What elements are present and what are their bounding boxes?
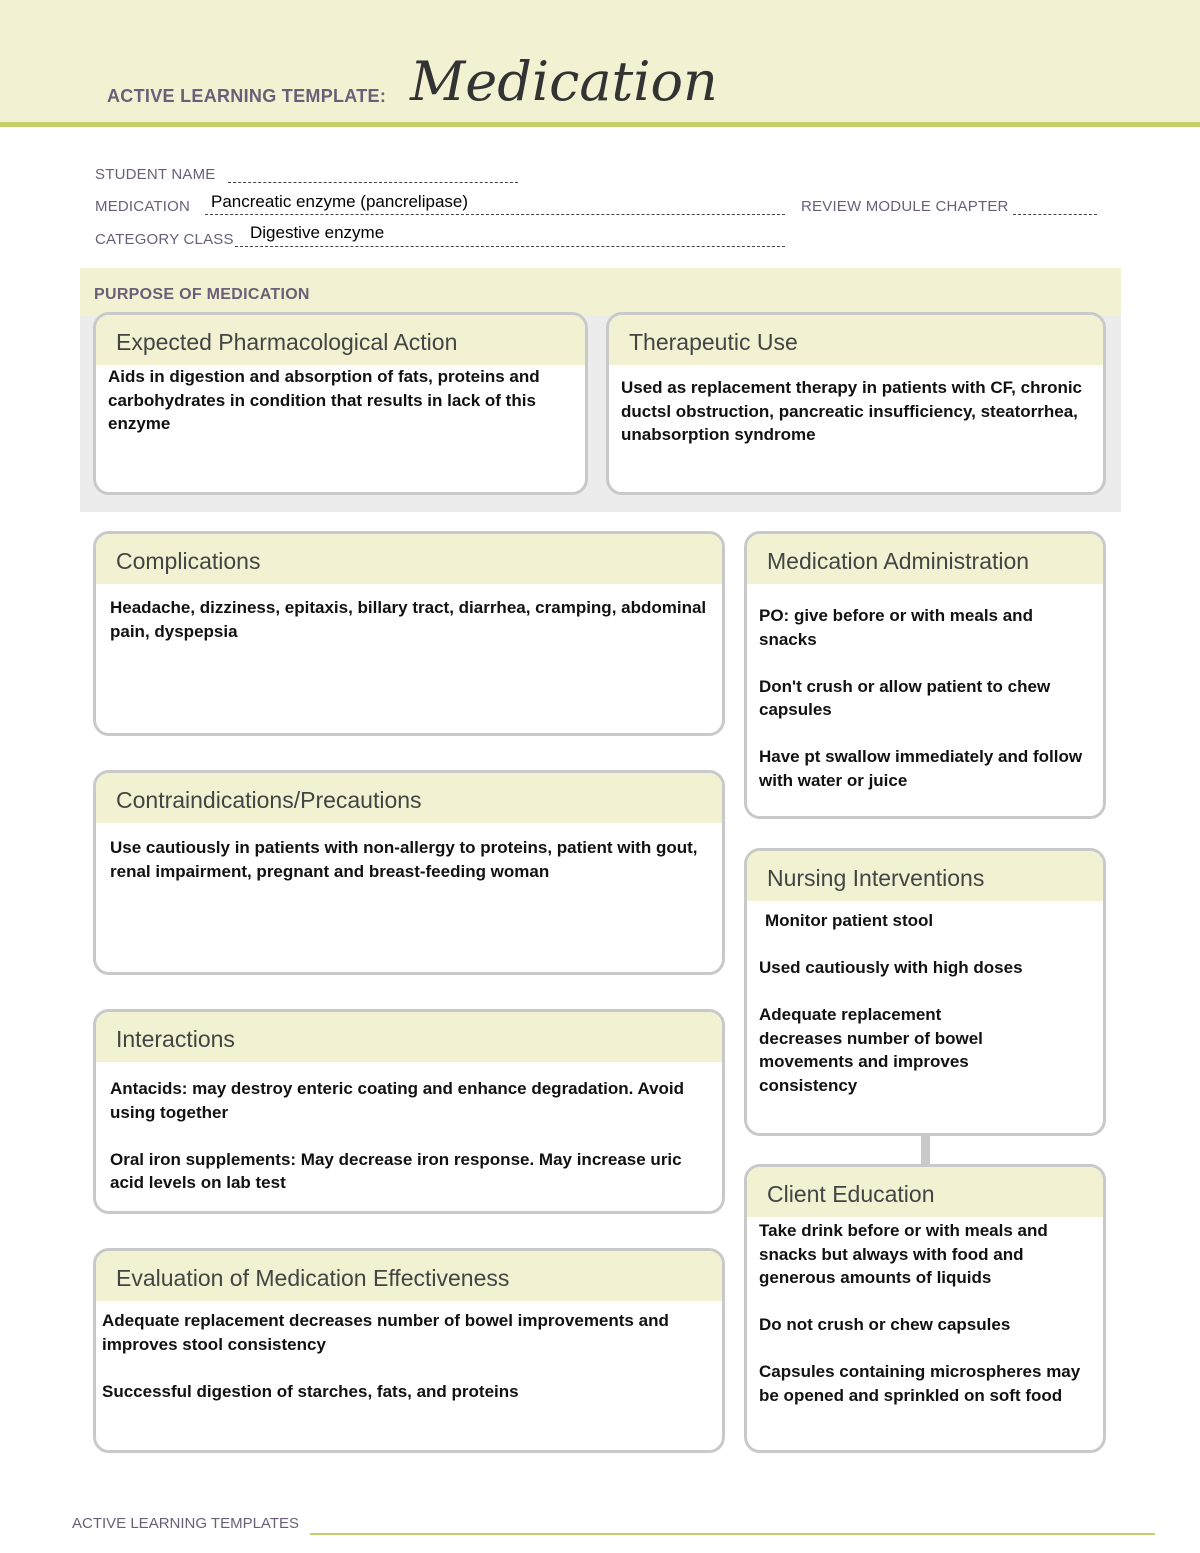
medication-administration-body	[759, 604, 1093, 792]
header-rule	[0, 122, 1200, 127]
review-module-label: REVIEW MODULE CHAPTER	[801, 198, 1009, 215]
medication-value: Pancreatic enzyme (pancrelipase)	[211, 192, 469, 211]
contraindications-body	[110, 836, 712, 883]
medication-administration-box	[744, 531, 1106, 819]
review-module-field[interactable]	[1013, 214, 1097, 215]
complications-text: Headache, dizziness, epitaxis, billary tract, diarrhea, cramping, abdominal pain, dyspepsia	[110, 598, 707, 641]
evaluation-text-1: Adequate replacement decreases number of bowel improvements and improves stool consistency	[102, 1311, 669, 1354]
category-class-value: Digestive enzyme	[250, 223, 385, 242]
evaluation-box	[93, 1248, 725, 1453]
administration-text-2: Don't crush or allow patient to chew capsules	[759, 676, 1051, 719]
interactions-body	[110, 1077, 712, 1195]
expected-action-body	[108, 365, 575, 436]
purpose-label: PURPOSE OF MEDICATION	[94, 286, 310, 303]
nursing-text-2: Used cautiously with high doses	[759, 958, 1023, 977]
nursing-text-1: Monitor patient stool	[765, 911, 934, 930]
footer-label: ACTIVE LEARNING TEMPLATES	[72, 1515, 299, 1532]
interactions-text-1: Antacids: may destroy enteric coating and enhance degradation. Avoid using together	[110, 1079, 685, 1122]
student-name-label: STUDENT NAME	[95, 166, 216, 183]
student-name-field[interactable]	[228, 182, 518, 183]
client-education-body	[759, 1219, 1093, 1407]
template-title: Medication	[410, 50, 718, 113]
nursing-interventions-body	[759, 909, 1093, 1097]
therapeutic-use-title: Therapeutic Use	[609, 315, 1103, 365]
education-text-1: Take drink before or with meals and snacks but always with food and generous amounts of liquids	[759, 1221, 1048, 1287]
category-class-label: CATEGORY CLASS	[95, 231, 234, 248]
nursing-text-3: Adequate replacement decreases number of bowel movements and improves consistency	[759, 1005, 983, 1095]
interactions-box	[93, 1009, 725, 1214]
therapeutic-use-text: Used as replacement therapy in patients with CF, chronic ductsl obstruction, pancreatic insufficiency, steatorrhea, unabsorption syndrome	[621, 378, 1083, 444]
expected-action-title: Expected Pharmacological Action	[96, 315, 585, 365]
expected-action-box	[93, 312, 588, 495]
nursing-interventions-title: Nursing Interventions	[747, 851, 1103, 901]
contraindications-title: Contraindications/Precautions	[96, 773, 722, 823]
complications-box	[93, 531, 725, 736]
template-label: ACTIVE LEARNING TEMPLATE:	[107, 86, 387, 106]
connector-bar	[921, 1134, 930, 1166]
client-education-title: Client Education	[747, 1167, 1103, 1217]
administration-text-1: PO: give before or with meals and snacks	[759, 606, 1033, 649]
category-class-field[interactable]	[235, 246, 785, 247]
interactions-text-2: Oral iron supplements: May decrease iron response. May increase uric acid levels on lab test	[110, 1149, 682, 1192]
nursing-interventions-box	[744, 848, 1106, 1136]
expected-action-text: Aids in digestion and absorption of fats, proteins and carbohydrates in condition that results in lack of this enzyme	[108, 367, 540, 433]
complications-title: Complications	[96, 534, 722, 584]
medication-label: MEDICATION	[95, 198, 191, 215]
contraindications-text: Use cautiously in patients with non-allergy to proteins, patient with gout, renal impairment, pregnant and breast-feeding woman	[110, 838, 698, 881]
evaluation-title: Evaluation of Medication Effectiveness	[96, 1251, 722, 1301]
evaluation-body	[102, 1309, 712, 1403]
therapeutic-use-body	[621, 376, 1093, 447]
therapeutic-use-box	[606, 312, 1106, 495]
evaluation-text-2: Successful digestion of starches, fats, and proteins	[102, 1381, 519, 1401]
footer-rule	[310, 1533, 1155, 1535]
education-text-3: Capsules containing microspheres may be opened and sprinkled on soft food	[759, 1362, 1081, 1405]
contraindications-box	[93, 770, 725, 975]
medication-field[interactable]	[205, 214, 785, 215]
client-education-box	[744, 1164, 1106, 1453]
interactions-title: Interactions	[96, 1012, 722, 1062]
medication-administration-title: Medication Administration	[747, 534, 1103, 584]
education-text-2: Do not crush or chew capsules	[759, 1315, 1011, 1334]
complications-body	[110, 596, 712, 643]
administration-text-3: Have pt swallow immediately and follow with water or juice	[759, 747, 1083, 790]
